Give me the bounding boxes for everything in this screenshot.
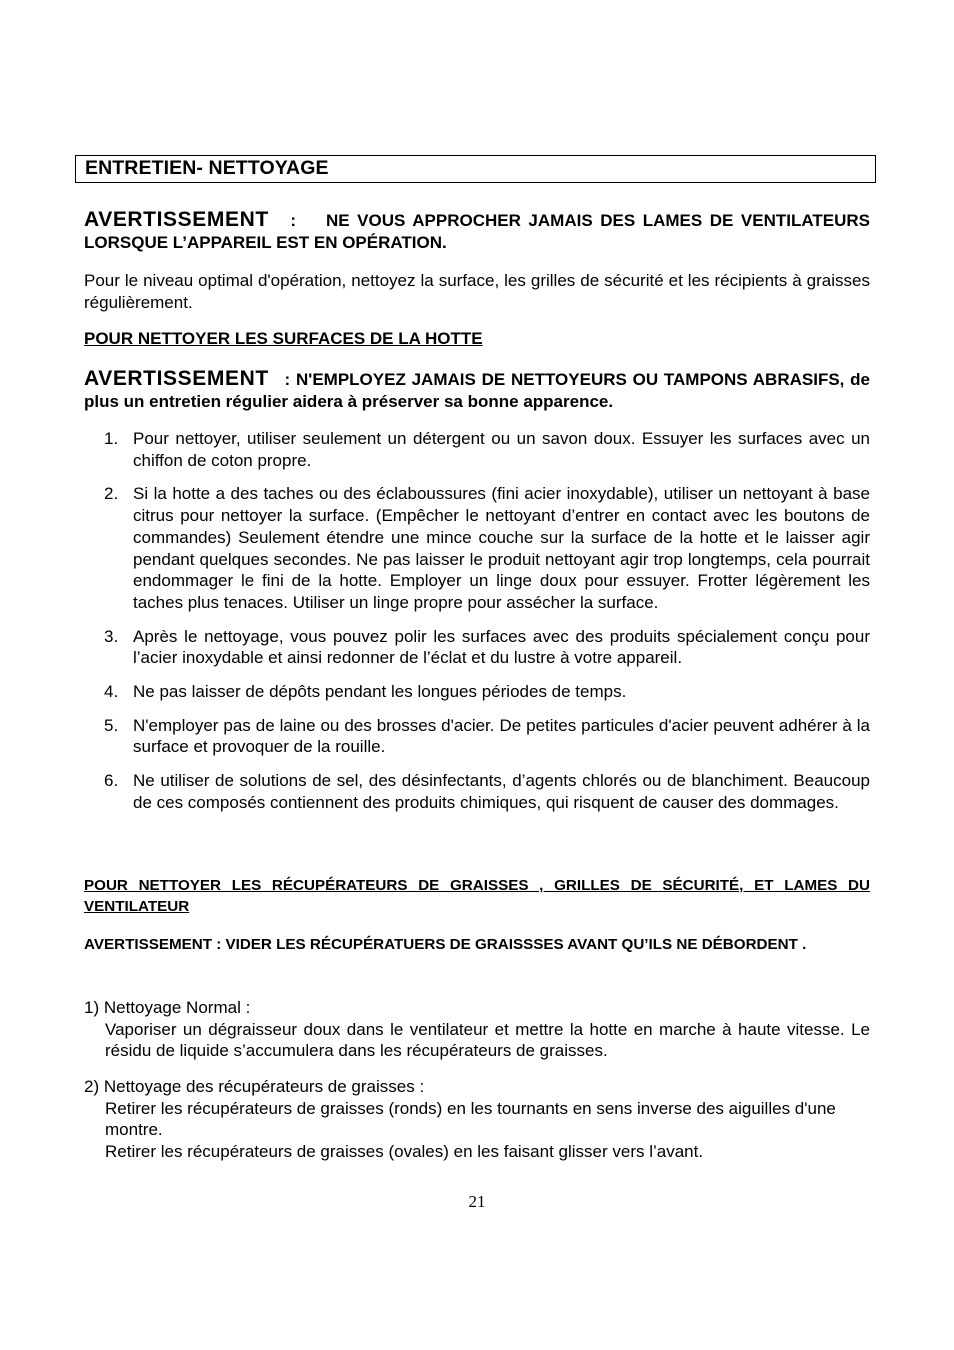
section2-warning: AVERTISSEMENT : VIDER LES RÉCUPÉRATUERS DE GRAISSSES AVANT QU’ILS NE DÉBORDENT . — [84, 936, 807, 953]
warning-block-1 — [84, 209, 870, 253]
list-item: 5. N'employer pas de laine ou des brosses d'acier. De petites particules d'acier peuvent adhérer à la surface et provoquer de la rouille. — [104, 715, 870, 757]
intro-paragraph: Pour le niveau optimal d'opération, nettoyez la surface, les grilles de sécurité et les récipients à graisses régulièrement. — [84, 271, 870, 312]
warning-label: AVERTISSEMENT — [84, 208, 269, 231]
list-item: 2. Si la hotte a des taches ou des éclaboussures (fini acier inoxydable), utiliser un nettoyant à base citrus pour nettoyer la surface. (Empêcher le nettoyant d’entrer en contact avec les boutons de commandes) Seulement étendre une mince couche sur la surface de la hotte et le laisser agir pendant quelques secondes. Ne pas laisser le produit nettoyant agir trop longtemps, cela pourrait endommager le fini de la hotte. Employer un linge doux pour essuyer. Frotter légèrement les taches plus tenaces. Utiliser un linge propre pour assécher la surface. — [104, 484, 870, 612]
warning-text: N'EMPLOYEZ JAMAIS DE NETTOYEURS OU TAMPONS ABRASIFS, de plus un entretien régulier aidera à préserver sa bonne apparence. — [84, 370, 870, 411]
section1-heading: POUR NETTOYER LES SURFACES DE LA HOTTE — [84, 329, 483, 348]
item-title: 1) Nettoyage Normal : — [84, 998, 251, 1017]
list-item: 4. Ne pas laisser de dépôts pendant les longues périodes de temps. — [104, 682, 627, 702]
list-item: 6. Ne utiliser de solutions de sel, des désinfectants, d’agents chlorés ou de blanchiment. Beaucoup de ces composés contiennent des produits chimiques, qui risquent de causer des dommages. — [104, 771, 870, 812]
steps-list — [84, 428, 870, 814]
cleaning-item-2 — [84, 1076, 870, 1163]
warning-label: AVERTISSEMENT — [84, 367, 269, 390]
warning-colon: : — [290, 211, 296, 230]
warning-text: NE VOUS APPROCHER JAMAIS DES LAMES DE VENTILATEURS LORSQUE L’APPAREIL EST EN OPÉRATION. — [84, 211, 870, 252]
item-text: Vaporiser un dégraisseur doux dans le ventilateur et mettre la hotte en marche à haute vitesse. Le résidu de liquide s’accumulera dans les récupérateurs de graisses. — [105, 1019, 870, 1061]
cleaning-item-1 — [84, 997, 870, 1062]
list-item: 1. Pour nettoyer, utiliser seulement un détergent ou un savon doux. Essuyer les surfaces avec un chiffon de coton propre. — [104, 429, 870, 470]
item-text: Retirer les récupérateurs de graisses (ronds) en les tournants en sens inverse des aiguilles d'une montre. — [105, 1098, 836, 1140]
section-title-box — [75, 155, 876, 183]
list-item: 3. Après le nettoyage, vous pouvez polir les surfaces avec des produits spécialement conçu pour l’acier inoxydable et ainsi redonner de l’éclat et du lustre à votre appareil. — [104, 626, 870, 668]
section2-heading: POUR NETTOYER LES RÉCUPÉRATEURS DE GRAISSES , GRILLES DE SÉCURITÉ, ET LAMES DU VENTILATEUR — [84, 877, 870, 915]
section-title: ENTRETIEN- NETTOYAGE — [85, 157, 329, 179]
warning-block-2 — [84, 368, 870, 412]
item-text: Retirer les récupérateurs de graisses (ovales) en les faisant glisser vers l’avant. — [105, 1142, 704, 1162]
item-title: 2) Nettoyage des récupérateurs de graisses : — [84, 1077, 425, 1096]
warning-colon: : — [284, 370, 291, 389]
page-number: 21 — [468, 1192, 486, 1211]
